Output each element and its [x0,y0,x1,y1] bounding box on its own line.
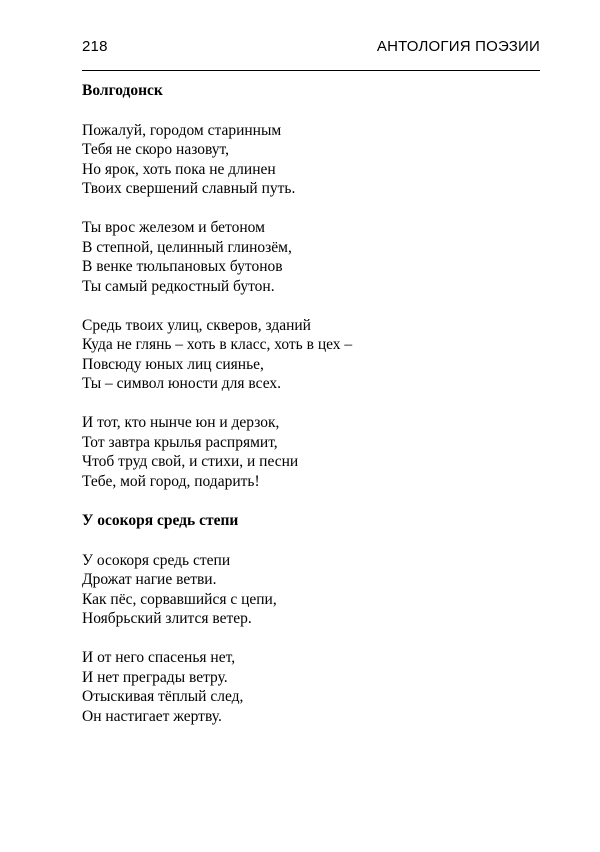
page-header [82,38,540,60]
stanza [82,413,540,491]
header-divider [82,70,540,71]
poem-line: Отыскивая тёплый след, [82,688,244,705]
poem-line: Ты – символ юности для всех. [82,375,282,392]
poem-line: У осокоря средь степи [82,551,231,569]
page-number: 218 [82,38,108,55]
poem-line: И тот, кто нынче юн и дерзок, [82,414,280,431]
poem-line: В степной, целинный глинозём, [82,238,292,256]
page-content [82,80,540,726]
stanza [82,316,540,394]
stanza [82,121,540,199]
poem-line: И нет преграды ветру. [82,668,228,686]
poem-line: Ты самый редкостный бутон. [82,277,275,295]
poem-line: Тебя не скоро назовут, [82,141,230,158]
stanza [82,551,540,629]
poem-line: Как пёс, сорвавшийся с цепи, [82,590,277,608]
poem-title: У осокоря средь степи [82,512,239,529]
poem-osokor [82,511,540,726]
poem-line: Средь твоих улиц, скверов, зданий [82,316,311,334]
poem-line: Ты врос железом и бетоном [82,219,265,236]
poem-line: Но ярок, хоть пока не длинен [82,160,276,178]
poem-line: Повсюду юных лиц сиянье, [82,355,264,373]
poem-line: Тот завтра крылья распрямит, [82,433,278,451]
poem-line: Дрожат нагие ветви. [82,571,217,588]
poem-line: Твоих свершений славный путь. [82,180,296,197]
poem-line: Чтоб труд свой, и стихи, и песни [82,453,299,470]
poem-line: Куда не глянь – хоть в класс, хоть в цех – [82,336,353,353]
poem-line: И от него спасенья нет, [82,649,236,666]
poem-title: Волгодонск [82,82,163,99]
poem-line: Ноябрьский злится ветер. [82,610,252,627]
running-title: АНТОЛОГИЯ ПОЭЗИИ [376,38,540,55]
poem-volgodonsk [82,81,540,491]
poem-line: Пожалуй, городом старинным [82,121,282,139]
poem-line: Тебе, мой город, подарить! [82,472,260,490]
stanza [82,648,540,726]
poem-line: Он настигает жертву. [82,707,222,725]
stanza [82,218,540,296]
poem-line: В венке тюльпановых бутонов [82,258,283,275]
